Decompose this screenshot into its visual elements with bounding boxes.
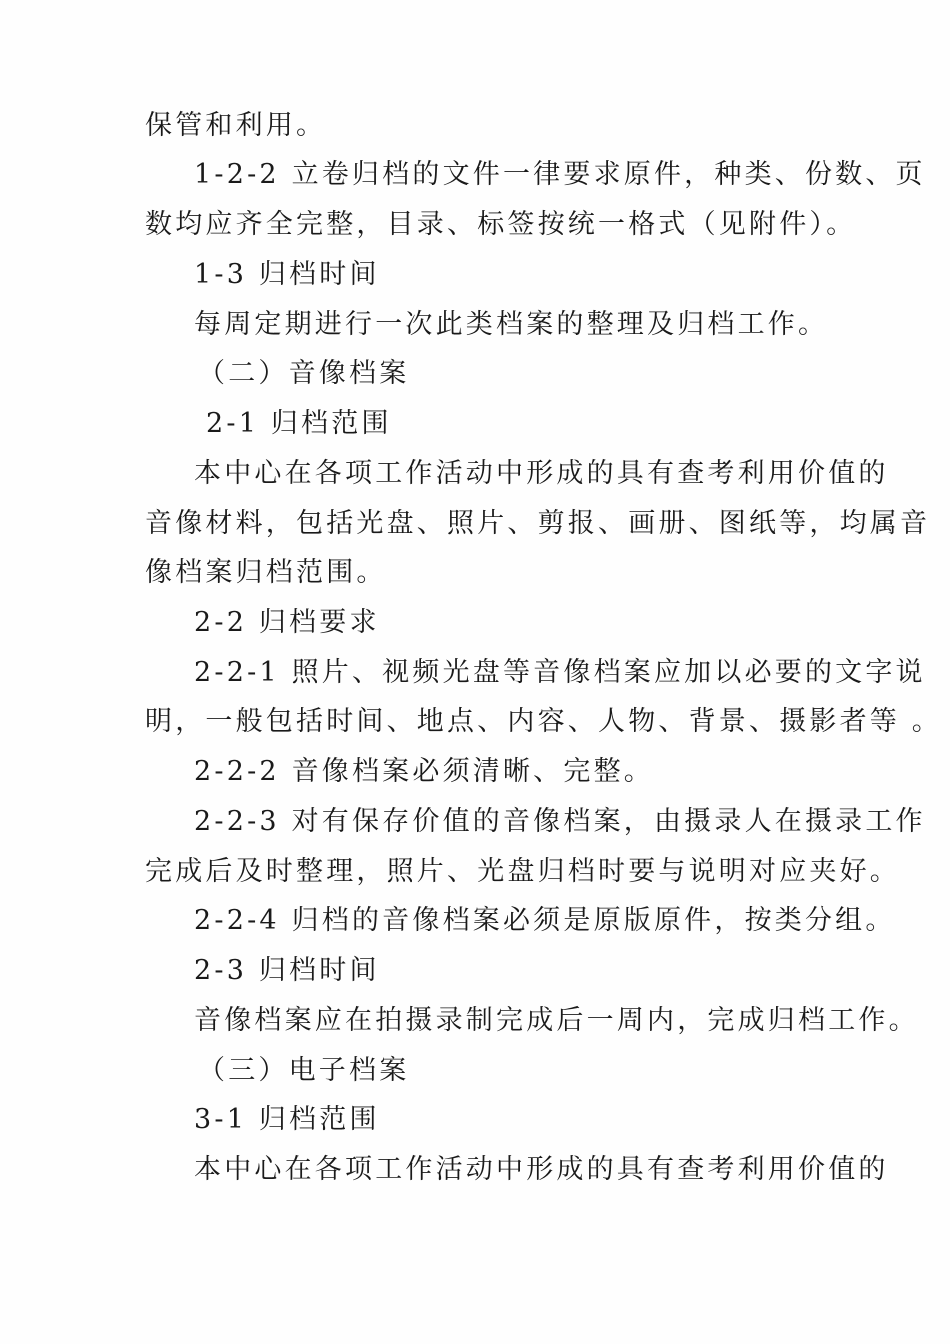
text-line: 像档案归档范围。 [145,557,387,588]
text-line: 2-2 归档要求 [194,607,380,638]
text-line: 2-2-3 对有保存价值的音像档案，由摄录人在摄录工作 [194,806,926,837]
text-line: 2-2-2 音像档案必须清晰、完整。 [194,756,654,787]
text-line: 每周定期进行一次此类档案的整理及归档工作。 [194,309,829,340]
text-line: 3-1 归档范围 [194,1104,380,1135]
text-line: 本中心在各项工作活动中形成的具有查考利用价值的 [194,1154,889,1185]
text-line: 2-3 归档时间 [194,955,380,986]
text-line: 音像材料，包括光盘、照片、剪报、画册、图纸等，均属音 [145,508,931,539]
text-line: 数均应齐全完整，目录、标签按统一格式（见附件）。 [145,209,857,240]
section-heading: （二）音像档案 [198,358,410,389]
text-line: 完成后及时整理，照片、光盘归档时要与说明对应夹好。 [145,856,900,887]
text-line: 明，一般包括时间、地点、内容、人物、背景、摄影者等 。 [145,706,942,737]
section-heading: （三）电子档案 [198,1055,410,1086]
text-line: 1-2-2 立卷归档的文件一律要求原件，种类、份数、页 [194,159,926,190]
text-line: 2-2-1 照片、视频光盘等音像档案应加以必要的文字说 [194,657,926,688]
text-line: 2-2-4 归档的音像档案必须是原版原件，按类分组。 [194,905,896,936]
text-line: 1-3 归档时间 [194,259,380,290]
text-line: 2-1 归档范围 [206,408,392,439]
text-line: 保管和利用。 [145,110,327,141]
text-line: 音像档案应在拍摄录制完成后一周内，完成归档工作。 [194,1005,919,1036]
text-line: 本中心在各项工作活动中形成的具有查考利用价值的 [194,458,889,489]
